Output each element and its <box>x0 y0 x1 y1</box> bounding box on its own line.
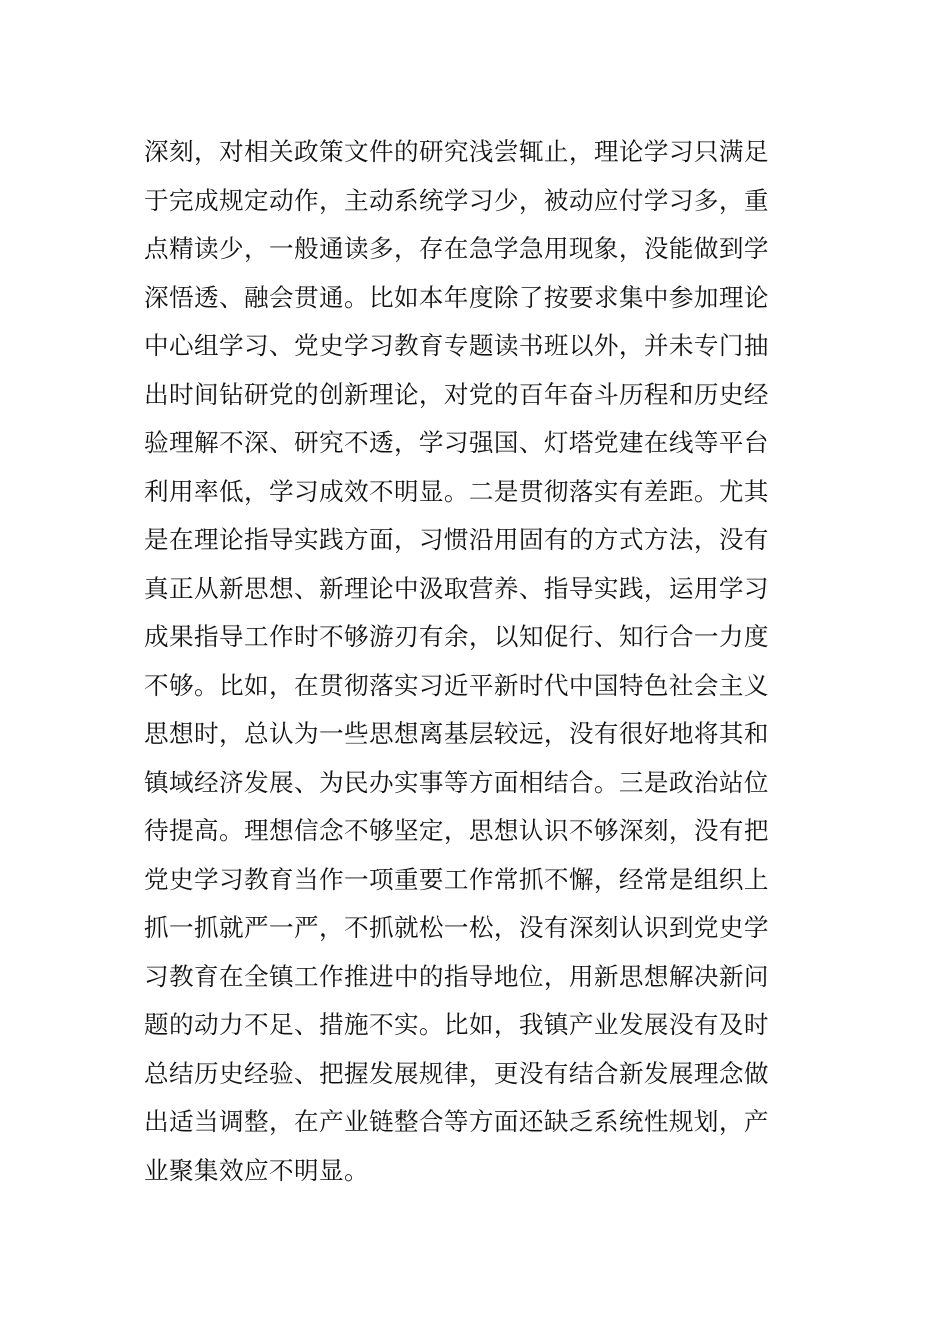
text-line: 是在理论指导实践方面，习惯沿用固有的方式方法，没有 <box>144 525 769 554</box>
text-line: 于完成规定动作，主动系统学习少，被动应付学习多，重 <box>144 185 769 215</box>
text-line: 总结历史经验、把握发展规律，更没有结合新发展理念做 <box>144 1058 769 1088</box>
text-line: 题的动力不足、措施不实。比如，我镇产业发展没有及时 <box>144 1010 769 1039</box>
text-line: 真正从新思想、新理论中汲取营养、指导实践，运用学习 <box>144 573 769 603</box>
text-line: 中心组学习、党史学习教育专题读书班以外，并未专门抽 <box>144 331 769 360</box>
text-line: 思想时，总认为一些思想离基层较远，没有很好地将其和 <box>144 719 769 748</box>
text-line: 业聚集效应不明显。 <box>144 1155 369 1185</box>
text-line: 党史学习教育当作一项重要工作常抓不懈，经常是组织上 <box>144 864 769 894</box>
text-line: 待提高。理想信念不够坚定，思想认识不够深刻，没有把 <box>144 816 769 845</box>
text-line: 深刻，对相关政策文件的研究浅尝辄止，理论学习只满足 <box>144 137 769 166</box>
text-line: 点精读少，一般通读多，存在急学急用现象，没能做到学 <box>144 234 769 263</box>
text-line: 成果指导工作时不够游刃有余，以知促行、知行合一力度 <box>144 622 769 651</box>
body-paragraph <box>144 128 824 1195</box>
text-line: 出时间钻研党的创新理论，对党的百年奋斗历程和历史经 <box>144 379 769 409</box>
text-line: 验理解不深、研究不透，学习强国、灯塔党建在线等平台 <box>144 428 769 457</box>
text-line: 习教育在全镇工作推进中的指导地位，用新思想解决新问 <box>144 961 769 991</box>
text-line: 镇域经济发展、为民办实事等方面相结合。三是政治站位 <box>144 767 769 797</box>
text-line: 出适当调整，在产业链整合等方面还缺乏系统性规划，产 <box>144 1107 769 1136</box>
text-line: 利用率低，学习成效不明显。二是贯彻落实有差距。尤其 <box>144 476 769 506</box>
text-line: 抓一抓就严一严，不抓就松一松，没有深刻认识到党史学 <box>144 913 769 942</box>
text-line: 不够。比如，在贯彻落实习近平新时代中国特色社会主义 <box>144 670 769 700</box>
text-line: 深悟透、融会贯通。比如本年度除了按要求集中参加理论 <box>144 282 769 312</box>
